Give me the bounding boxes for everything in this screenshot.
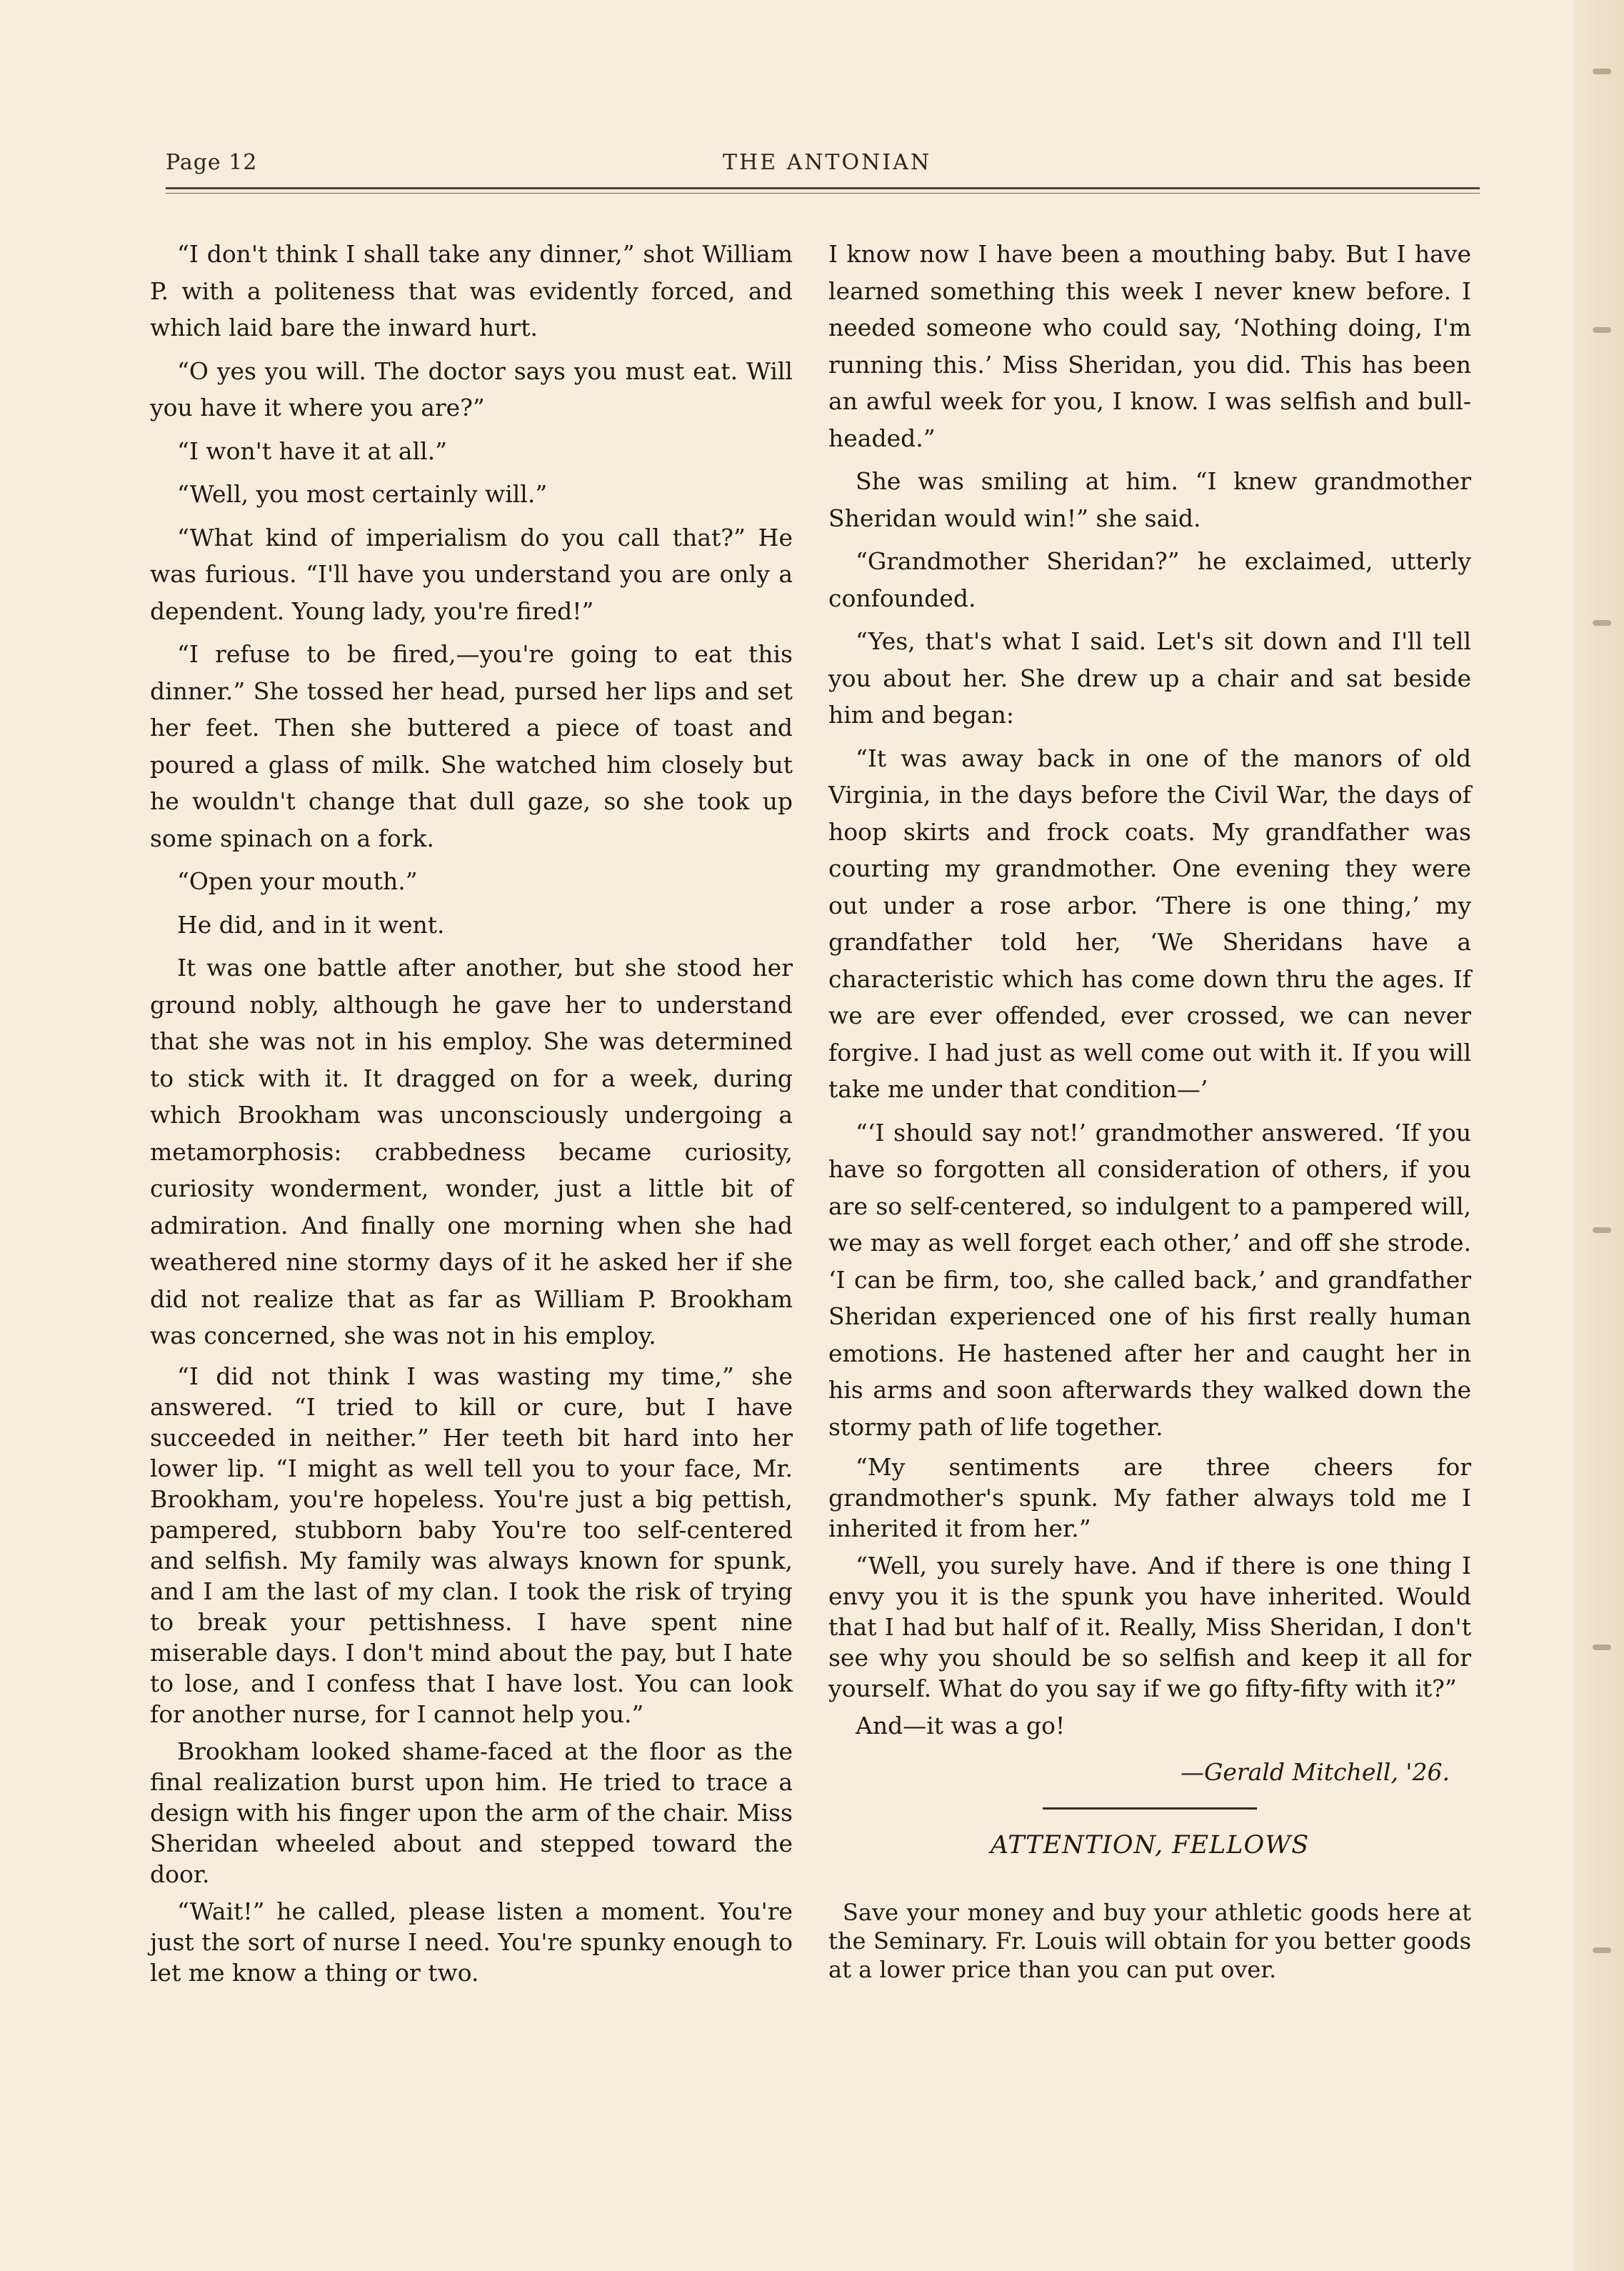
paragraph: “I won't have it at all.” [177,436,448,465]
paragraph: “I refuse to be fired,—you're going to eat this dinner.” She tossed her head, pursed her lips and set her feet. Then she buttered a piece of toast and poured a glass of milk. She watched him closely but he wouldn't change that dull gaze, so she took up some spinach on a fork. [150,640,793,852]
paragraph: “I don't think I shall take any dinner,” shot William P. with a politeness that was evidently forced, and which laid bare the inward hurt. [150,240,793,341]
paragraph: “I did not think I was wasting my time,” she answered. “I tried to kill or cure, but I have succeeded in neither.” Her teeth bit hard into her lower lip. “I might as well tell you to your face, Mr. Brookham, you're hopeless. You're just a big pettish, pampered, stubborn baby You're too self-centered and selfish. My family was always known for spunk, and I am the last of my clan. I took the risk of trying to break your pettishness. I have spent nine miserable days. I don't mind about the pay, but I hate to lose, and I confess that I have lost. You can look for another nurse, for I cannot help you.” [150,1362,793,1728]
paragraph: “Yes, that's what I said. Let's sit down and I'll tell you about her. She drew up a chair and sat beside him and began: [828,627,1471,729]
page-number: Page 12 [166,150,258,175]
paragraph: “Open your mouth.” [177,867,418,895]
section-divider [1043,1807,1257,1810]
paragraph: “What kind of imperialism do you call that?” He was furious. “I'll have you understand you are only a dependent. Young lady, you're fired!” [150,523,793,625]
paragraph: “It was away back in one of the manors of old Virginia, in the days before the Civil War, the days of hoop skirts and frock coats. My grandfather was courting my grandmother. One evening they were out under a rose arbor. ‘There is one thing,’ my grandfather told her, ‘We Sheridans have a characteristic which has come down thru the ages. If we are ever offended, ever crossed, we can never forgive. I had just as well come out with it. If you will take me under that condition—’ [828,744,1471,1103]
paragraph: “‘I should say not!’ grandmother answered. ‘If you have so forgotten all consideration of others, if you are so self-centered, so indulgent to a pampered will, we may as well forget each other,’ and off she strode. ‘I can be firm, too, she called back,’ and grandfather Sheridan experienced one of his first really human emotions. He hastened after her and caught her in his arms and soon afterwards they walked down the stormy path of life together. [828,1118,1471,1441]
edge-mark [1593,1227,1611,1233]
paragraph: I know now I have been a mouthing baby. But I have learned something this week I never knew before. I needed someone who could say, ‘Nothing doing, I'm running this.’ Miss Sheridan, you did. This has been an awful week for you, I know. I was selfish and bull-headed.” [828,240,1471,452]
paragraph: She was smiling at him. “I knew grandmother Sheridan would win!” she said. [828,467,1471,532]
right-column [828,236,1471,1984]
paragraph: And—it was a go! [856,1712,1066,1740]
author-signature: —Gerald Mitchell, '26. [1180,1758,1450,1786]
paragraph: “Grandmother Sheridan?” he exclaimed, utterly confounded. [828,547,1471,612]
running-header [166,150,1480,179]
edge-mark [1593,69,1611,74]
paragraph: It was one battle after another, but she stood her ground nobly, although he gave her to understand that she was not in his employ. She was determined to stick with it. It dragged on for a week, during which Brookham was unconsciously undergoing a metamorphosis: crabbedness became curiosity, curiosity wonderment, wonder, just a little bit of admiration. And finally one morning when she had weathered nine stormy days of it he asked her if she did not realize that as far as William P. Brookham was concerned, she was not in his employ. [150,954,793,1349]
paper-edge [1574,0,1624,2271]
header-rule [166,187,1480,189]
notice-body: Save your money and buy your athletic goods here at the Seminary. Fr. Louis will obtain for you better goods at a lower price than you can put over. [828,1899,1471,1983]
paragraph: Brookham looked shame-faced at the floor as the final realization burst upon him. He tried to trace a design with his finger upon the arm of the chair. Miss Sheridan wheeled about and stepped toward the door. [150,1737,793,1888]
header-rule-thin [166,193,1480,194]
paragraph: He did, and in it went. [177,910,445,939]
edge-mark [1593,620,1611,626]
paragraph: “Well, you most certainly will.” [177,480,548,508]
paragraph: “Wait!” he called, please listen a moment. You're just the sort of nurse I need. You're spunky enough to let me know a thing or two. [150,1897,793,1987]
edge-mark [1593,327,1611,333]
journal-title: THE ANTONIAN [723,150,932,175]
edge-mark [1593,1947,1611,1953]
paragraph: “My sentiments are three cheers for grandmother's spunk. My father always told me I inherited it from her.” [828,1453,1471,1542]
paragraph: “O yes you will. The doctor says you must eat. Will you have it where you are?” [150,356,793,421]
edge-mark [1593,1644,1611,1650]
notice-heading: ATTENTION, FELLOWS [990,1831,1310,1860]
paragraph: “Well, you surely have. And if there is one thing I envy you it is the spunk you have inherited. Would that I had but half of it. Really, Miss Sheridan, I don't see why you should be so selfish and keep it all for yourself. What do you say if we go fifty-fifty with it?” [828,1552,1471,1702]
left-column [150,236,793,1995]
